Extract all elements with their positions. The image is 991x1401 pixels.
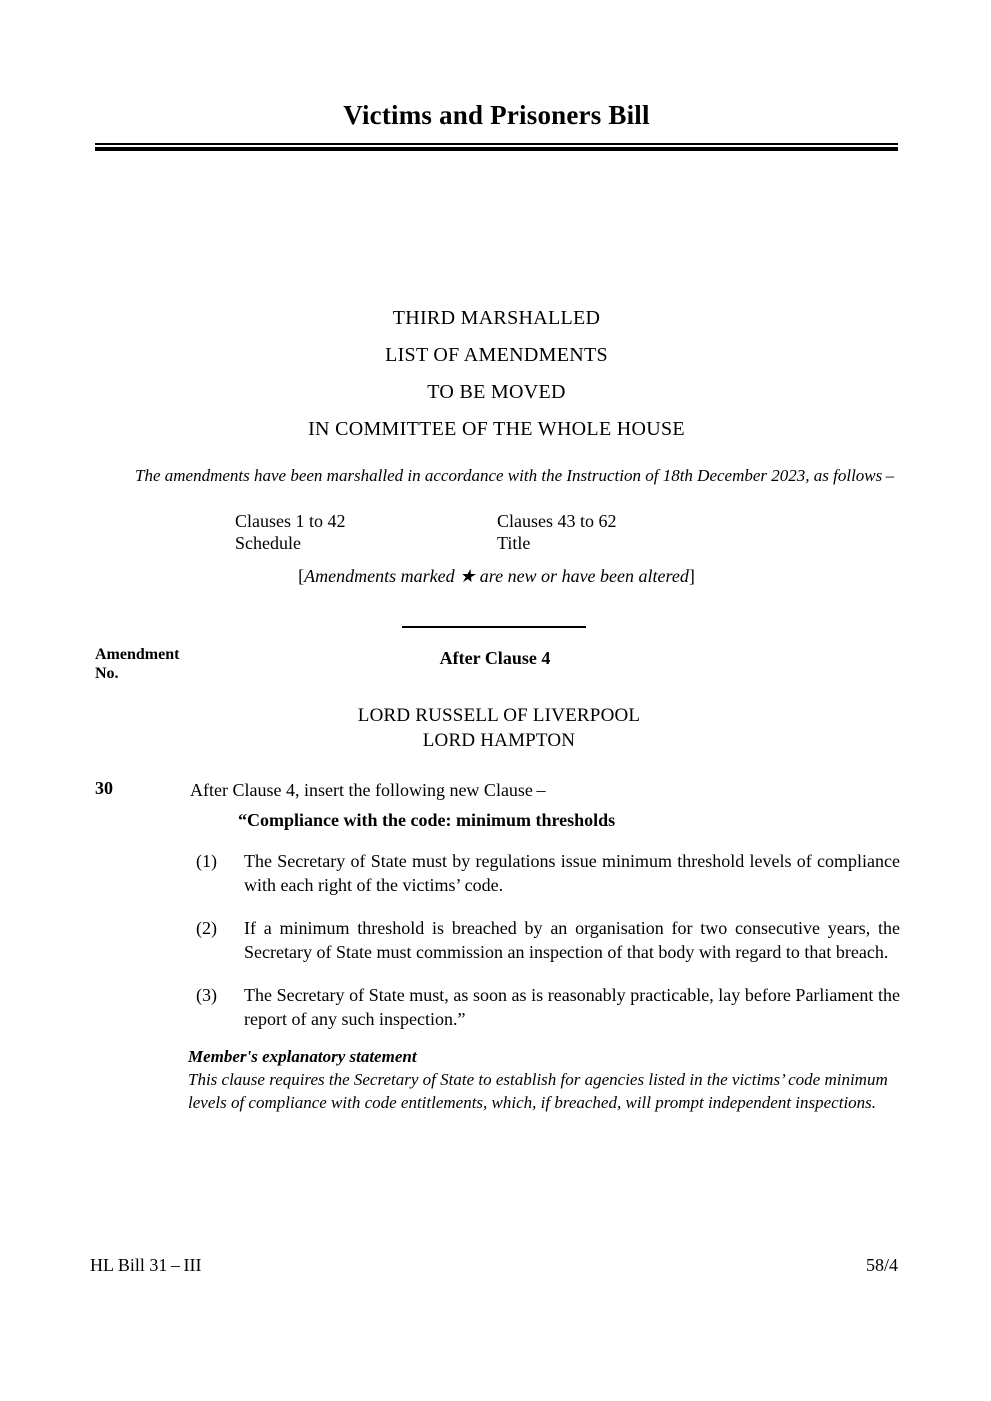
title-double-rule [95,143,898,151]
sponsor-name: LORD RUSSELL OF LIVERPOOL [357,705,641,726]
explanatory-body: This clause requires the Secretary of State to establish for agencies listed in the victims’ code minimum levels of compliance with code entitlements, which, if breached, will prompt independent inspections. [188,1070,888,1112]
page-title: Victims and Prisoners Bill [343,100,650,130]
clause-row [235,510,755,532]
page-footer [90,1255,898,1276]
sponsor-name: LORD HAMPTON [422,730,576,751]
amendment-no-label: Amendment No. [95,646,180,682]
subsection-list [196,849,900,1050]
clause-col-right: Clauses 43 to 62 [497,511,617,531]
title-block [95,100,898,151]
star-note-text: Amendments marked ★ are new or have been altered [304,566,689,586]
subsection-text: The Secretary of State must by regulations issue minimum threshold levels of compliance with each right of the victims’ code. [244,851,900,895]
footer-page-number: 58/4 [865,1255,898,1275]
clause-col-right: Title [497,533,531,553]
subsection-marker: (3) [196,985,217,1005]
heading-line-4: IN COMMITTEE OF THE WHOLE HOUSE [308,418,685,440]
document-heading-group [95,300,898,448]
subsection-text: If a minimum threshold is breached by an organisation for two consecutive years, the Secretary of State must commission an inspection of that body with regard to that breach. [244,918,900,962]
clause-columns [235,510,755,554]
sponsor-list [195,703,803,753]
subsection-item [196,849,900,897]
clause-col-left: Schedule [235,533,301,553]
subsection-item [196,983,900,1031]
section-divider-rule [402,626,586,628]
section-title: After Clause 4 [439,648,551,668]
clause-row [235,532,755,554]
amendment-number: 30 [95,778,113,798]
subsection-marker: (2) [196,918,217,938]
new-clause-heading: “Compliance with the code: minimum thresholds [238,810,616,830]
heading-line-1: THIRD MARSHALLED [392,307,601,329]
heading-line-3: TO BE MOVED [427,381,566,403]
subsection-text: The Secretary of State must, as soon as is reasonably practicable, lay before Parliament the report of any such inspection.” [244,985,900,1029]
rule-thick [95,147,898,151]
explanatory-heading: Member's explanatory statement [188,1047,417,1066]
amendment-intro: After Clause 4, insert the following new Clause – [190,780,546,800]
heading-line-2: LIST OF AMENDMENTS [385,344,608,366]
star-note [95,566,898,587]
star-note-open-bracket: [ [298,566,305,586]
star-note-close-bracket: ] [688,566,695,586]
subsection-item [196,916,900,964]
footer-bill-reference: HL Bill 31 – III [90,1255,202,1275]
explanatory-statement [188,1045,900,1114]
marshalling-note-text: The amendments have been marshalled in accordance with the Instruction of 18th December 2023, as follows – [135,466,895,485]
subsection-marker: (1) [196,851,217,871]
clause-col-left: Clauses 1 to 42 [235,511,346,531]
marshalling-note [95,464,898,487]
